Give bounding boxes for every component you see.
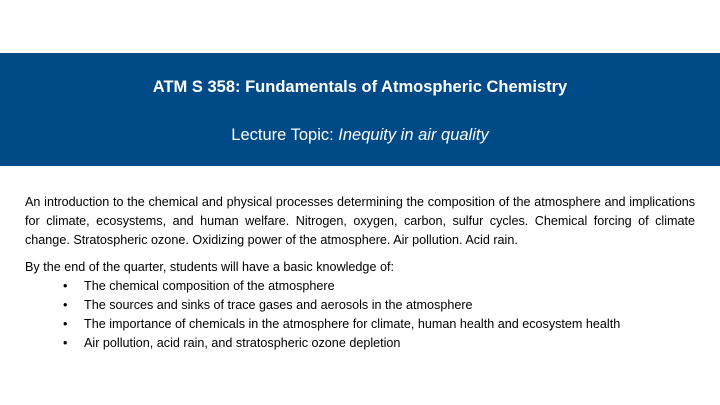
lecture-topic-line	[0, 125, 720, 145]
learning-goals-intro: By the end of the quarter, students will have a basic knowledge of:	[25, 260, 394, 274]
bullet-icon: •	[63, 317, 68, 331]
list-item	[25, 296, 695, 315]
bullet-icon: •	[63, 279, 68, 293]
lecture-topic: Inequity in air quality	[338, 126, 489, 144]
list-item-text: The importance of chemicals in the atmosphere for climate, human health and ecosystem health	[84, 317, 621, 331]
list-item	[25, 315, 695, 334]
slide-content	[25, 193, 695, 353]
list-item-text: The sources and sinks of trace gases and aerosols in the atmosphere	[84, 298, 473, 312]
lecture-topic-prefix: Lecture Topic:	[231, 126, 339, 144]
list-item	[25, 334, 695, 353]
course-description: An introduction to the chemical and physical processes determining the composition of the atmosphere and implications for climate, ecosystems, and human welfare. Nitrogen, oxygen, carbon, sulfur cycles. Chemical forcing of climate change. Stratospheric ozone. Oxidizing power of the atmosphere. Air pollution. Acid rain.	[25, 195, 695, 247]
title-banner	[0, 53, 720, 166]
bullet-icon: •	[63, 336, 68, 350]
list-item-text: The chemical composition of the atmosphere	[84, 279, 335, 293]
list-item	[25, 277, 695, 296]
course-title: ATM S 358: Fundamentals of Atmospheric Chemistry	[152, 78, 568, 96]
list-item-text: Air pollution, acid rain, and stratospheric ozone depletion	[84, 336, 401, 350]
bullet-icon: •	[63, 298, 68, 312]
learning-goals-list	[25, 277, 695, 353]
